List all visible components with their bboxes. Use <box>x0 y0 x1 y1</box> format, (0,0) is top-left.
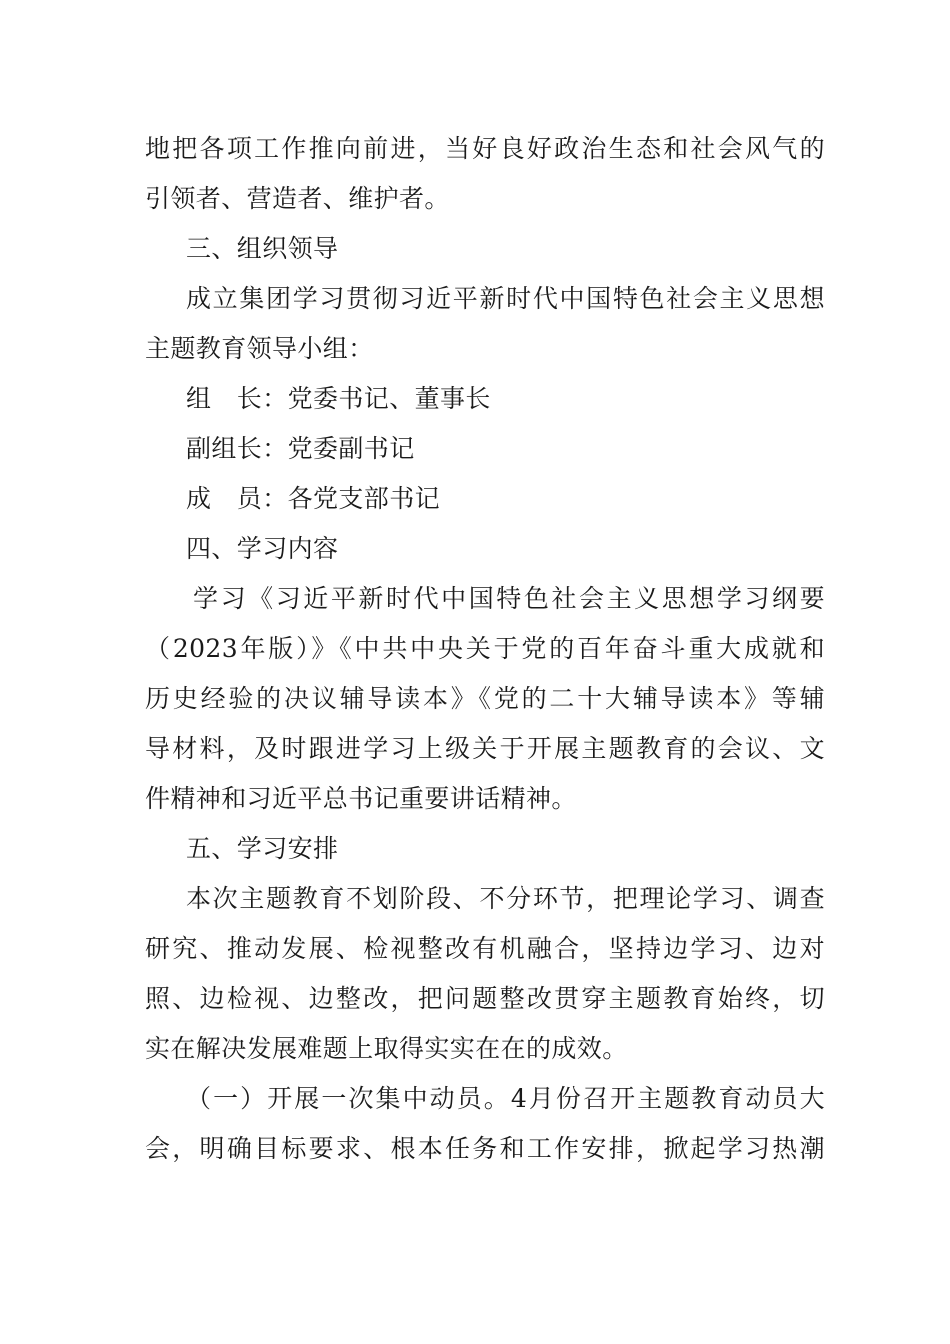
paragraph-line: 研究、推动发展、检视整改有机融合，坚持边学习、边对 <box>145 934 825 963</box>
paragraph-line: 历史经验的决议辅导读本》《党的二十大辅导读本》等辅 <box>145 684 825 713</box>
document-body <box>145 124 825 1174</box>
paragraph-line: 照、边检视、边整改，把问题整改贯穿主题教育始终，切 <box>145 984 825 1013</box>
paragraph-line: 实在解决发展难题上取得实实在在的成效。 <box>145 1034 628 1063</box>
section-heading: 五、学习安排 <box>186 834 339 863</box>
member-role-line: 成 员：各党支部书记 <box>186 484 441 513</box>
paragraph-line: 主题教育领导小组： <box>145 334 374 363</box>
paragraph-line: （2023年版）》《中共中央关于党的百年奋斗重大成就和 <box>145 634 825 663</box>
section-heading: 三、组织领导 <box>186 234 339 263</box>
paragraph-line: 会，明确目标要求、根本任务和工作安排，掀起学习热潮 <box>145 1134 825 1163</box>
paragraph-line: 本次主题教育不划阶段、不分环节，把理论学习、调查 <box>186 884 825 913</box>
paragraph-line: 地把各项工作推向前进，当好良好政治生态和社会风气的 <box>145 134 825 163</box>
paragraph-line: 件精神和习近平总书记重要讲话精神。 <box>145 784 577 813</box>
paragraph-line: 导材料，及时跟进学习上级关于开展主题教育的会议、文 <box>145 734 825 763</box>
paragraph-line: 学习《习近平新时代中国特色社会主义思想学习纲要 <box>193 584 825 613</box>
section-heading: 四、学习内容 <box>186 534 339 563</box>
paragraph-line: （一）开展一次集中动员。4月份召开主题教育动员大 <box>186 1084 825 1113</box>
paragraph-line: 成立集团学习贯彻习近平新时代中国特色社会主义思想 <box>186 284 825 313</box>
leader-role-line: 组 长：党委书记、董事长 <box>186 384 491 413</box>
deputy-leader-role-line: 副组长：党委副书记 <box>186 434 415 463</box>
paragraph-line: 引领者、营造者、维护者。 <box>145 184 450 213</box>
